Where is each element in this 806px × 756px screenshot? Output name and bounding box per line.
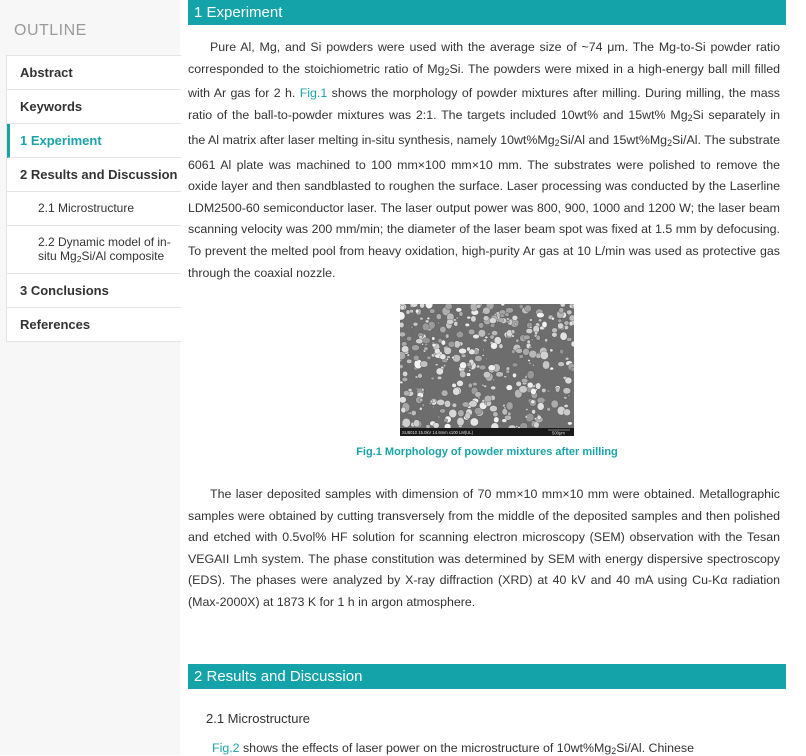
outline-sidebar <box>0 0 180 755</box>
nav-subitem-dynamic-model-label-end: Si/Al composite <box>81 249 165 263</box>
para-text: Si. The powders were mixed in a high-energy ball mill filled with Ar gas for 2 h. <box>188 61 780 101</box>
subscript: 2 <box>554 138 560 149</box>
nav-item-results-discussion[interactable]: 2 Results and Discussion <box>7 158 181 192</box>
section-heading-experiment: 1 Experiment <box>188 0 786 25</box>
subscript: 2 <box>444 66 450 77</box>
paragraph-results-start <box>212 741 694 756</box>
nav-subitem-microstructure[interactable]: 2.1 Microstructure <box>7 192 181 226</box>
subscript: 2 <box>687 113 693 124</box>
nav-subitem-dynamic-model-label: 2.2 Dynamic model of in-situ Mg <box>38 235 171 263</box>
sem-scale-label: 500μm <box>552 430 565 436</box>
nav-item-experiment[interactable]: 1 Experiment <box>7 124 181 158</box>
para-text: Si/Al. Chinese <box>616 741 695 755</box>
fig2-link[interactable]: Fig.2 <box>212 741 240 755</box>
fig1-caption: Fig.1 Morphology of powder mixtures after milling <box>356 446 618 458</box>
fig1-sem-image[interactable] <box>400 304 574 436</box>
paragraph-experiment-1 <box>188 37 780 284</box>
nav-item-references[interactable]: References <box>7 308 181 342</box>
subscript: 2 <box>611 746 617 756</box>
para-text: Si/Al and 15wt%Mg <box>559 132 668 147</box>
nav-item-conclusions[interactable]: 3 Conclusions <box>7 274 181 308</box>
paragraph-experiment-2: The laser deposited samples with dimension of 70 mm×10 mm×10 mm were obtained. Metallographic samples were obtained by cutting transversely from the middle of the deposited samples and then polished and etched with 0.5vol% HF solution for scanning electron microscopy (SEM) observation with the Tesan VEGAII Lmh system. The phase constitution was determined by SEM with energy dispersive spectroscopy (EDS). The phases were analyzed by X-ray diffraction (XRD) at 40 kV and 40 mA using Cu-Kα radiation (Max-2000X) at 1873 K for 1 h in argon atmosphere. <box>188 487 780 609</box>
para-text: Pure Al, Mg, and Si powders were used with the average size of ~74 μm. The Mg-to-Si powder ratio corresponded to the stoichiometric ratio of Mg <box>188 40 780 76</box>
section-heading-results: 2 Results and Discussion <box>188 664 786 689</box>
subsection-heading-microstructure: 2.1 Microstructure <box>206 711 311 726</box>
para-text: shows the morphology of powder mixtures after milling. During milling, the mass ratio of the ball-to-powder mixtures was 2:1. The targets included 10wt% and 15wt% Mg <box>188 86 780 122</box>
subscript: 2 <box>667 138 673 149</box>
para-text: shows the effects of laser power on the microstructure of 10wt%Mg <box>239 741 612 755</box>
sem-micrograph <box>400 304 574 436</box>
nav-item-abstract[interactable]: Abstract <box>7 56 181 90</box>
para-text: Si separately in the Al matrix after laser melting in-situ synthesis, namely 10wt%Mg <box>188 108 781 147</box>
outline-title: OUTLINE <box>14 22 87 39</box>
sem-info-bar: SU8010 15.0kV 14.6mm x100 LM(UL) <box>402 430 473 435</box>
fig1-link[interactable]: Fig.1 <box>299 86 328 101</box>
nav-subitem-dynamic-model[interactable] <box>7 226 181 274</box>
nav-item-keywords[interactable]: Keywords <box>7 90 181 124</box>
outline-nav <box>6 55 181 342</box>
subscript: 2 <box>76 254 82 265</box>
para-text: Si/Al. The substrate 6061 Al plate was machined to 100 mm×100 mm×10 mm. The substrates were polished to remove the oxide layer and then sandblasted to roughen the surface. Laser processing was conducted by the Laserline LDM2500-60 semiconductor laser. The laser output power was 800, 900, 1000 and 1200 W; the laser beam scanning velocity was 200 mm/min; the diameter of the laser beam spot was fixed at 1.5 mm by defocusing. To prevent the melted pool from heavy oxidation, high-purity Ar gas at 10 L/min was used as protective gas through the coaxial nozzle. <box>188 132 780 280</box>
